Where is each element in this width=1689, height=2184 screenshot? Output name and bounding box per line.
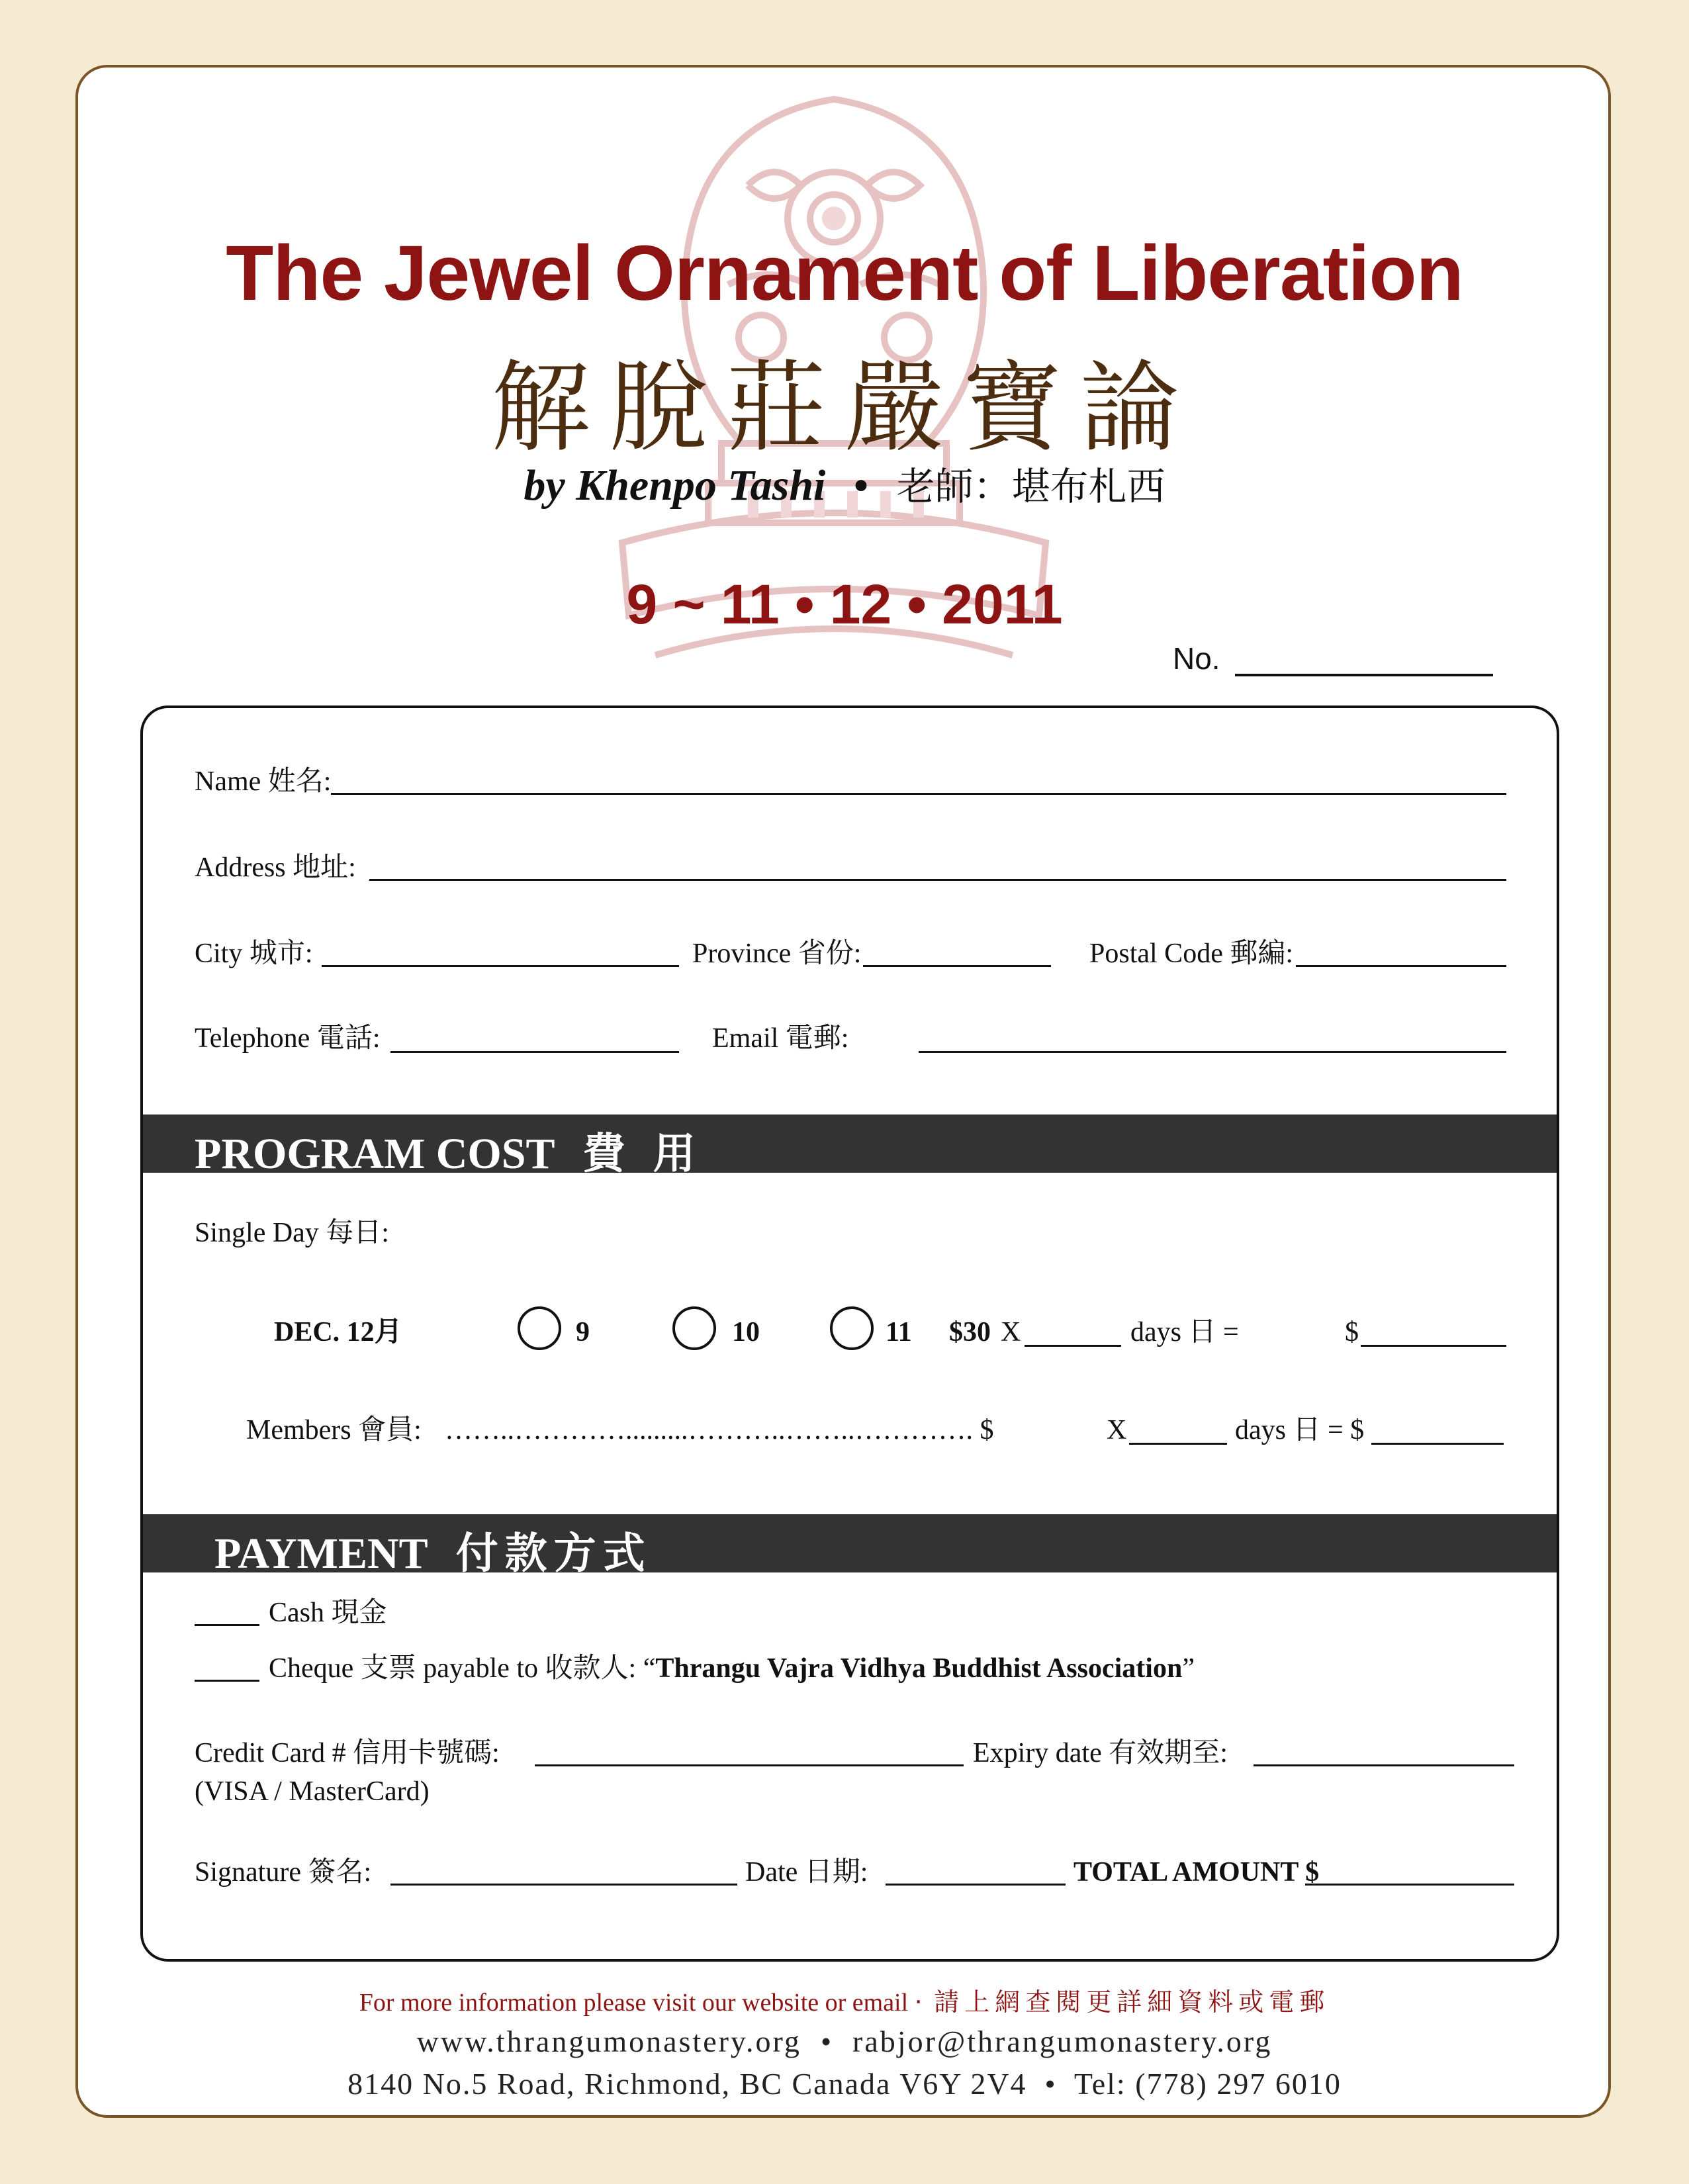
signature-label: Signature 簽名: [195,1857,372,1888]
address-separator: • [1044,2067,1057,2101]
teacher-line [0,455,1689,511]
day-10-label: 10 [732,1317,760,1347]
footer-info-chinese: 請上網查閱更詳細資料或電郵 [934,1987,1330,2017]
day-11-radio[interactable] [830,1306,874,1350]
name-field[interactable] [331,793,1506,795]
website-link[interactable]: www.thrangumonastery.org [416,2025,801,2058]
telephone-number: Tel: (778) 297 6010 [1073,2067,1342,2101]
signature-field[interactable] [390,1884,737,1886]
email-link[interactable]: rabjor@thrangumonastery.org [852,2025,1273,2058]
payment-date-field[interactable] [886,1884,1066,1886]
teacher-separator: • [849,464,873,509]
members-times-label: X [1107,1415,1127,1445]
province-label: Province 省份: [692,938,862,969]
program-cost-title-chinese: 費 用 [582,1130,702,1179]
telephone-field[interactable] [390,1051,679,1053]
day-11-label: 11 [886,1317,912,1347]
days-equals-label: days 日 = [1130,1317,1239,1347]
payment-title: PAYMENT [214,1529,428,1578]
province-field[interactable] [863,965,1051,967]
card-types-label: (VISA / MasterCard) [195,1776,430,1807]
day-9-label: 9 [576,1317,590,1347]
program-cost-header [143,1115,1557,1179]
email-field[interactable] [919,1051,1506,1053]
footer-info-text: For more information please visit our website or email [359,1989,909,2017]
single-day-subtotal-field[interactable] [1361,1345,1506,1347]
payment-title-chinese: 付款方式 [455,1529,652,1578]
payment-header [143,1514,1557,1578]
month-label: DEC. 12月 [274,1317,402,1347]
credit-card-label: Credit Card # 信用卡號碼: [195,1738,500,1768]
city-label: City 城市: [195,938,313,969]
members-days-label: days 日 = $ [1235,1415,1365,1445]
day-9-radio[interactable] [518,1306,561,1350]
total-amount-field[interactable] [1305,1884,1514,1886]
expiry-date-field[interactable] [1254,1764,1514,1766]
telephone-label: Telephone 電話: [195,1023,381,1054]
members-subtotal-field[interactable] [1371,1443,1504,1445]
footer-info [0,1981,1689,2018]
event-date: 9 ~ 11 • 12 • 2011 [626,573,1063,635]
email-label: Email 電郵: [712,1023,849,1054]
cheque-checkbox-line[interactable] [195,1680,259,1682]
street-address: 8140 No.5 Road, Richmond, BC Canada V6Y 2V4 [347,2067,1027,2101]
footer-info-separator: · [914,1987,928,2017]
cash-label: Cash 現金 [269,1598,387,1628]
address-field[interactable] [369,879,1506,881]
city-field[interactable] [322,965,679,967]
address-label: Address 地址: [195,852,356,883]
postal-code-label: Postal Code 郵編: [1089,938,1294,969]
teacher-name: by Khenpo Tashi [524,461,826,510]
single-day-label: Single Day 每日: [195,1218,389,1248]
cheque-prefix: Cheque 支票 payable to 收款人: “ [269,1653,656,1684]
event-title: The Jewel Ornament of Liberation [226,230,1463,317]
form-number-label: No. [1173,641,1220,676]
expiry-date-label: Expiry date 有效期至: [973,1738,1228,1768]
members-label: Members 會員: [246,1415,422,1445]
credit-card-field[interactable] [535,1764,964,1766]
cheque-suffix: ” [1182,1653,1195,1684]
program-cost-title: PROGRAM COST [195,1130,555,1178]
cheque-payee: Thrangu Vajra Vidhya Buddhist Association [655,1653,1183,1684]
teacher-name-chinese: 老師：堪布札西 [896,464,1165,509]
footer-contact [0,2024,1689,2059]
total-amount-label: TOTAL AMOUNT $ [1073,1857,1320,1888]
day-10-radio[interactable] [672,1306,716,1350]
postal-code-field[interactable] [1296,965,1506,967]
cash-checkbox-line[interactable] [195,1624,259,1626]
single-days-count-field[interactable] [1025,1345,1121,1347]
contact-separator: • [820,2025,834,2058]
price-label: $30 [949,1317,991,1347]
name-label: Name 姓名: [195,766,332,797]
times-label: X [1001,1317,1021,1347]
event-title-chinese: 解脫莊嚴寶論 [490,351,1198,466]
registration-form [140,705,1559,1962]
members-days-count-field[interactable] [1129,1443,1227,1445]
form-number-field[interactable] [1235,674,1493,676]
subtotal-dollar-label: $ [1345,1317,1359,1347]
cheque-label [269,1655,1195,1682]
payment-date-label: Date 日期: [745,1857,868,1888]
footer-address [0,2066,1689,2101]
members-dots: ……..………….........………..……..…………. $ [445,1415,994,1445]
